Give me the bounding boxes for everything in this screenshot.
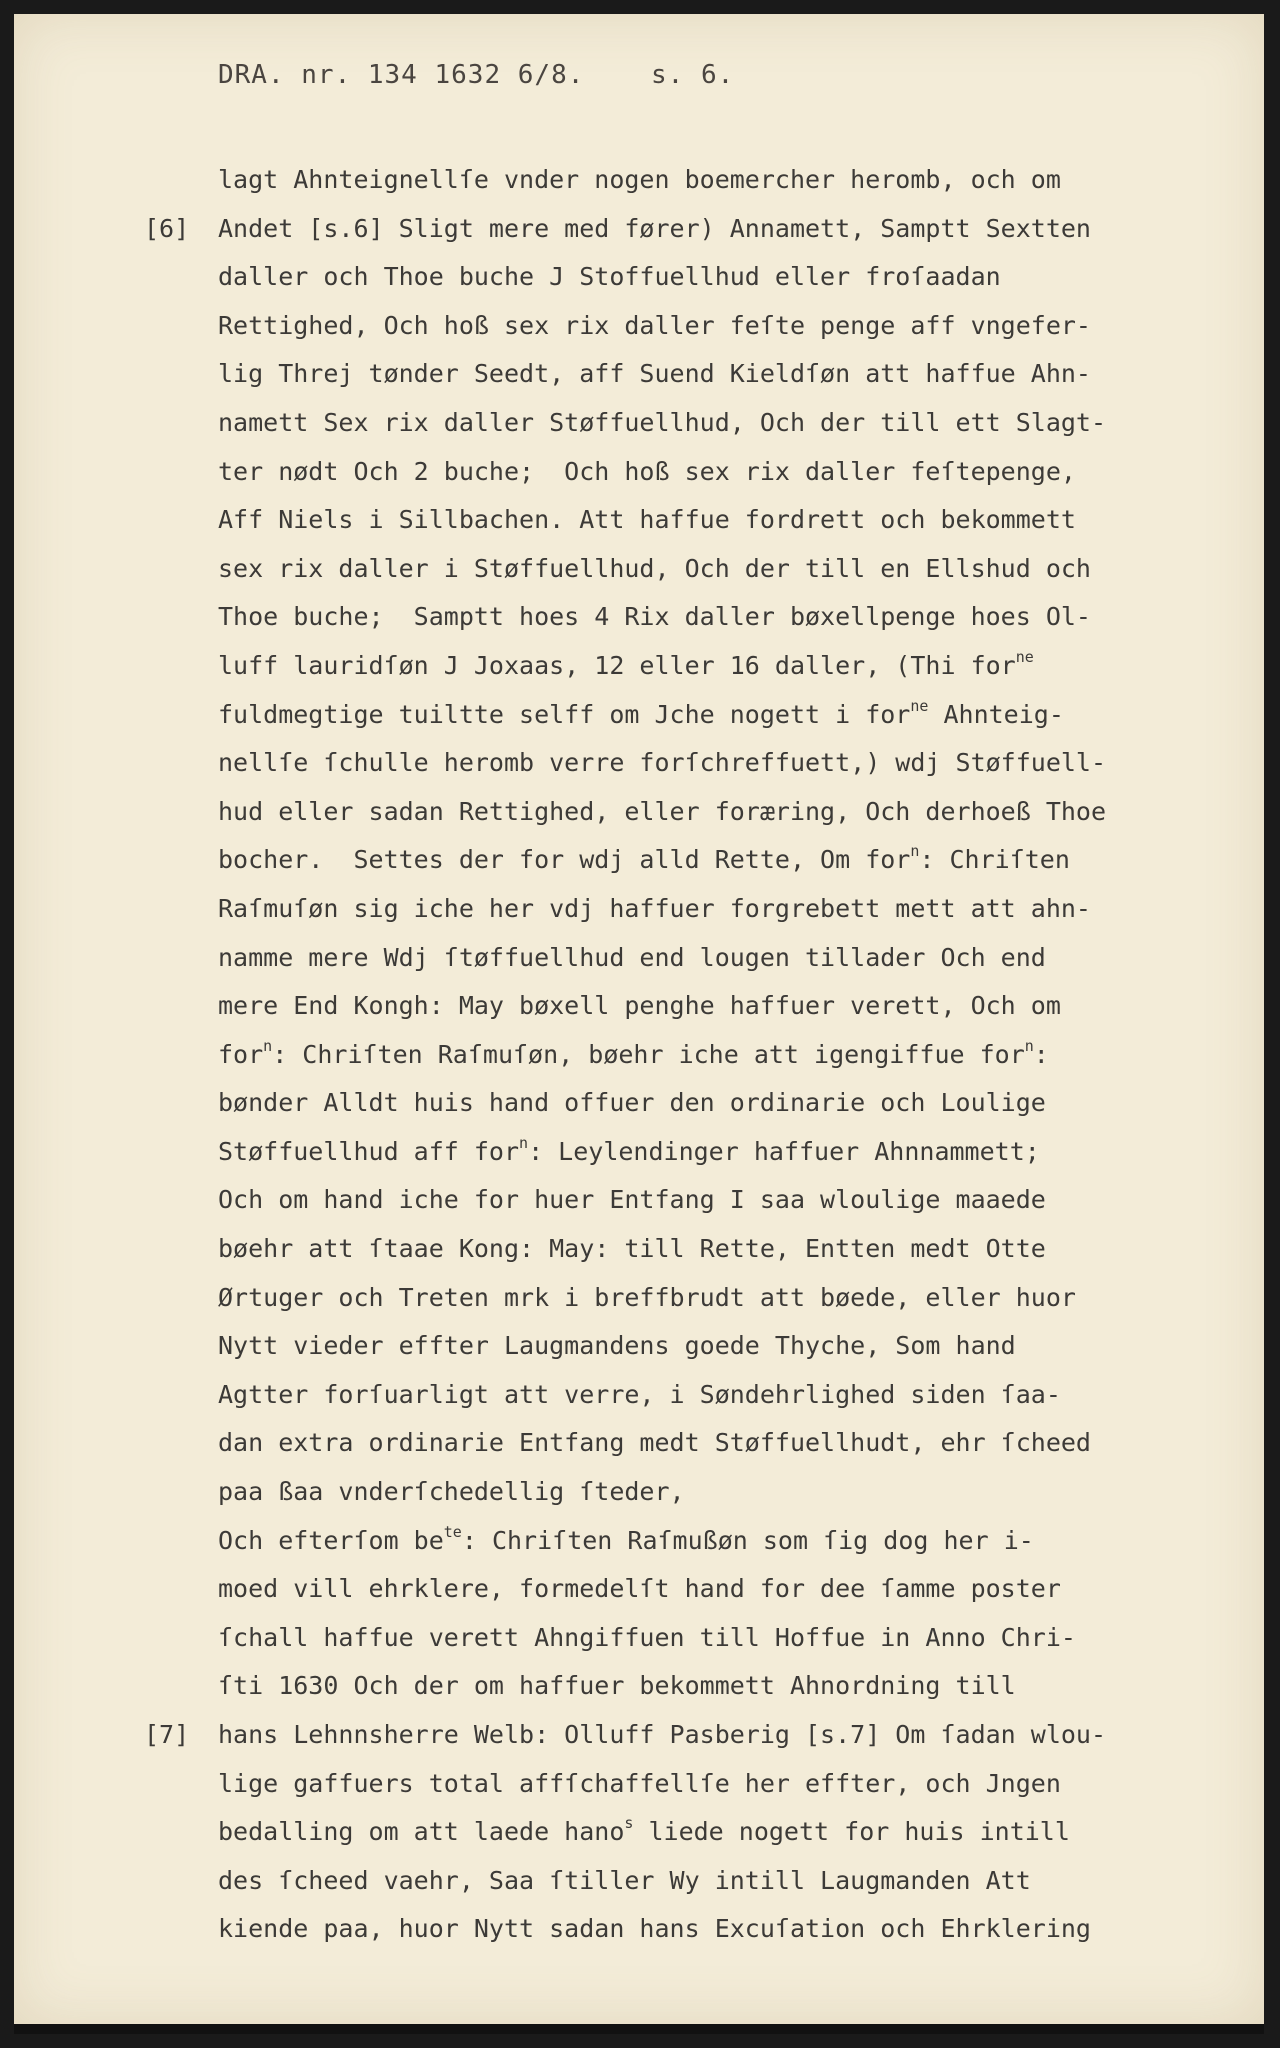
text-line <box>218 1565 1098 1614</box>
text-line <box>218 982 1098 1031</box>
text-line <box>218 1079 1098 1128</box>
line-text: Och efterſom be <box>218 1525 444 1555</box>
line-text: bedalling om att laede hano <box>218 1817 625 1847</box>
text-line <box>218 788 1107 837</box>
line-text: Støffuellhud aff for <box>218 1136 520 1166</box>
line-text: Ahnteig- <box>928 699 1064 729</box>
text-line <box>218 1614 1098 1663</box>
text-line <box>218 1808 1098 1857</box>
text-line <box>218 1322 1098 1371</box>
line-text: Rettighed, Och hoß sex rix daller feſte penge aff vngefer- <box>218 310 1091 340</box>
text-line <box>218 642 1098 691</box>
line-text: for <box>218 1039 264 1069</box>
superscript: ne <box>910 696 929 715</box>
text-line <box>218 1225 1098 1274</box>
line-text: kiende paa, huor Nytt sadan hans Excuſation och Ehrklering <box>218 1914 1091 1944</box>
text-line <box>218 1371 1098 1420</box>
section-number: [7] <box>144 1720 190 1749</box>
text-line <box>218 593 1098 642</box>
page-header: DRA. nr. 134 1632 6/8. s. 6. <box>218 60 735 90</box>
superscript: s <box>624 1814 634 1833</box>
superscript: n <box>910 842 920 861</box>
text-line <box>218 156 1098 205</box>
text-line <box>218 1468 1098 1517</box>
text-line <box>218 1760 1098 1809</box>
line-text: Agtter forſuarligt att verre, i Søndehrlighed siden ſaa- <box>218 1379 1061 1409</box>
line-text: hans Lehnnsherre Welb: Olluff Pasberig [s.7] Om ſadan wlou- <box>218 1720 1107 1749</box>
line-text: Raſmuſøn sig iche her vdj haffuer forgrebett mett att ahn- <box>218 893 1091 923</box>
line-text: hud eller sadan Rettighed, eller foræring, Och derhoeß Thoe <box>218 796 1107 826</box>
line-text: lige gaffuers total affſchaffellſe her effter, och Jngen <box>218 1768 1061 1798</box>
line-text: bøehr att ſtaae Kong: May: till Rette, Entten medt Otte <box>218 1234 1046 1264</box>
superscript: n <box>263 1036 273 1055</box>
line-text: bocher. Settes der for wdj alld Rette, Om for <box>218 845 911 875</box>
line-text: des ſcheed vaehr, Saa ſtiller Wy intill Laugmanden Att <box>218 1865 1031 1895</box>
text-line <box>218 350 1098 399</box>
line-text: Andet [s.6] Sligt mere med fører) Annamett, Samptt Sextten <box>218 213 1091 243</box>
text-line <box>218 399 1107 448</box>
scan-border <box>14 2024 1264 2034</box>
text-line <box>144 205 1098 254</box>
line-text: namme mere Wdj ſtøffuellhud end lougen tillader Och end <box>218 942 1046 972</box>
text-line <box>218 1128 1098 1177</box>
line-text: mere End Kongh: May bøxell penghe haffuer verett, Och om <box>218 991 1061 1021</box>
superscript: n <box>1024 1036 1034 1055</box>
text-line <box>218 836 1098 885</box>
line-text: paa ßaa vnderſchedellig ſteder, <box>218 1477 685 1507</box>
line-text: Aff Niels i Sillbachen. Att haffue fordrett och bekommett <box>218 505 1076 535</box>
line-text: dan extra ordinarie Entfang medt Støffuellhudt, ehr ſcheed <box>218 1428 1091 1458</box>
line-text: Och om hand iche for huer Entfang I saa wloulige maaede <box>218 1185 1046 1215</box>
line-text: namett Sex rix daller Støffuellhud, Och der till ett Slagt- <box>218 407 1107 437</box>
line-text: : Chriſten Raſmußøn som ſig dog her i- <box>461 1525 1034 1555</box>
line-text: lagt Ahnteignellſe vnder nogen boemercher heromb, och om <box>218 165 1061 194</box>
text-line <box>218 1031 1098 1080</box>
line-text: Nytt vieder effter Laugmandens goede Thyche, Som hand <box>218 1331 1016 1361</box>
superscript: n <box>519 1133 529 1152</box>
text-line <box>144 1711 1107 1760</box>
section-number: [6] <box>144 213 190 243</box>
text-line <box>218 1274 1098 1323</box>
text-line <box>218 1517 1098 1566</box>
line-text: nellſe ſchulle heromb verre forſchreffuett,) wdj Støffuell- <box>218 748 1107 778</box>
line-text: daller och Thoe buche J Stoffuellhud eller froſaadan <box>218 262 1001 292</box>
text-line <box>218 448 1098 497</box>
line-text: : <box>1033 1039 1049 1069</box>
text-line <box>218 934 1098 983</box>
line-text: liede nogett for huis intill <box>633 1817 1070 1847</box>
text-line <box>218 1176 1098 1225</box>
text-line <box>218 885 1098 934</box>
text-line <box>218 302 1098 351</box>
line-text: ſti 1630 Och der om haffuer bekommett Ahnordning till <box>218 1671 1016 1701</box>
text-line <box>218 691 1098 740</box>
text-line <box>218 253 1098 302</box>
text-line <box>218 1419 1098 1468</box>
line-text: ter nødt Och 2 buche; Och hoß sex rix daller feſtepenge, <box>218 456 1076 486</box>
line-text: ſchall haffue verett Ahngiffuen till Hoffue in Anno Chri- <box>218 1622 1076 1652</box>
text-line <box>218 1905 1098 1954</box>
text-line <box>218 545 1098 594</box>
line-text: bønder Alldt huis hand offuer den ordinarie och Loulige <box>218 1088 1046 1118</box>
line-text: fuldmegtige tuiltte selff om Jche nogett i for <box>218 699 911 729</box>
text-line <box>218 1857 1098 1906</box>
line-text: lig Threj tønder Seedt, aff Suend Kieldſøn att haffue Ahn- <box>218 359 1091 389</box>
line-text: sex rix daller i Støffuellhud, Och der till en Ellshud och <box>218 553 1091 583</box>
text-line <box>218 739 1107 788</box>
line-text: : Chriſten Raſmuſøn, bøehr iche att igengiffue for <box>272 1039 1025 1069</box>
line-text: Ørtuger och Treten mrk i breffbrudt att bøede, eller huor <box>218 1282 1076 1312</box>
line-text: : Chriſten <box>919 845 1070 875</box>
line-text: Thoe buche; Samptt hoes 4 Rix daller bøxellpenge hoes Ol- <box>218 602 1091 632</box>
text-line <box>218 496 1098 545</box>
line-text: moed vill ehrklere, formedelſt hand for dee ſamme poster <box>218 1574 1061 1604</box>
document-page <box>14 14 1264 2024</box>
document-body <box>144 156 1107 1954</box>
line-text: : Leylendinger haffuer Ahnnammett; <box>528 1136 1040 1166</box>
line-text: luff lauridſøn J Joxaas, 12 eller 16 daller, (Thi for <box>218 650 1016 680</box>
superscript: ne <box>1015 647 1034 666</box>
text-line <box>218 1662 1098 1711</box>
superscript: te <box>443 1522 462 1541</box>
